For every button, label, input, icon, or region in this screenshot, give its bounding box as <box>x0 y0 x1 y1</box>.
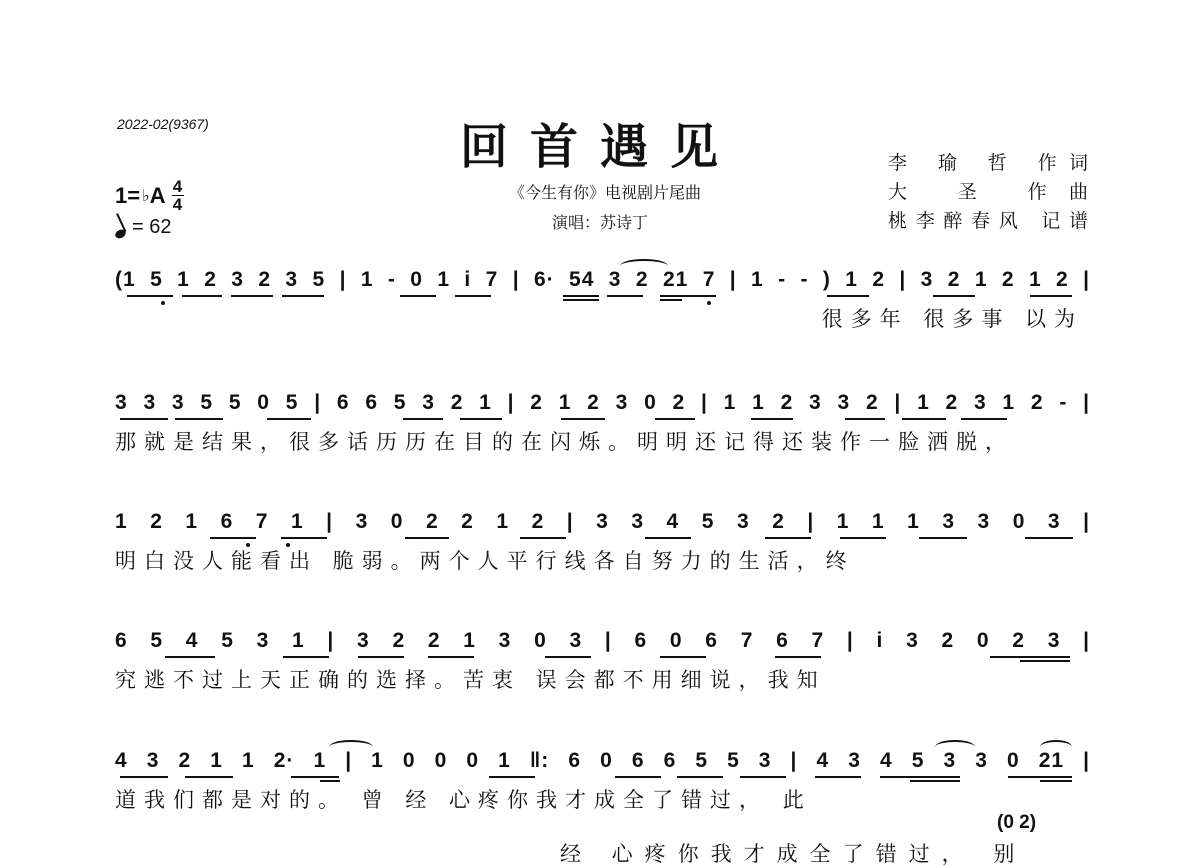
flat-sign: ♭ <box>142 187 150 205</box>
underline <box>655 418 695 420</box>
underline <box>740 776 786 778</box>
notes-line: 1 2 1 6 7 1 | 3 0 2 2 1 2 | 3 3 4 5 3 2 | 1 1 1 3 3 0 3 | <box>115 510 1090 533</box>
underline <box>902 418 946 420</box>
key-signature <box>115 178 184 213</box>
underline <box>933 295 975 297</box>
underline <box>120 418 168 420</box>
underline <box>182 295 222 297</box>
time-signature <box>172 178 184 213</box>
underline <box>185 776 233 778</box>
underline <box>563 299 599 301</box>
underline <box>267 418 311 420</box>
tempo-marking <box>115 216 171 239</box>
lyricist-credit: 李 瑜 哲 作词 <box>888 152 1088 174</box>
document-id: 2022-02(9367) <box>117 116 209 132</box>
underline <box>660 656 706 658</box>
underline <box>120 776 168 778</box>
lyrics-line: 很多年 很多事 以为 <box>821 307 1083 331</box>
underline <box>165 656 215 658</box>
underline <box>400 295 436 297</box>
underline <box>765 537 811 539</box>
underline <box>545 656 591 658</box>
tie-arc <box>935 740 975 754</box>
underline <box>489 776 535 778</box>
underline <box>645 537 691 539</box>
underline <box>1030 295 1072 297</box>
underline <box>660 299 682 301</box>
underline <box>961 418 1007 420</box>
tie-arc <box>329 740 373 754</box>
underline <box>919 537 967 539</box>
underline <box>677 776 723 778</box>
underline <box>607 295 643 297</box>
underline <box>520 537 566 539</box>
alternate-notes: (0 2) <box>997 812 1037 833</box>
underline <box>428 656 474 658</box>
underline <box>840 537 886 539</box>
underline <box>460 418 502 420</box>
underline <box>910 780 960 782</box>
tie-arc <box>620 259 668 273</box>
song-title: 回首遇见 <box>459 119 740 175</box>
singer-credit: 演唱：苏诗丁 <box>551 213 648 232</box>
underline <box>561 418 605 420</box>
notes-line: 3 3 3 5 5 0 5 | 6 6 5 3 2 1 | 2 1 2 3 0 2 | 1 1 2 3 3 2 | 1 2 3 1 2 - | <box>115 391 1090 414</box>
underline <box>283 656 329 658</box>
underline <box>231 295 273 297</box>
underline <box>175 418 223 420</box>
underline <box>880 776 960 778</box>
lyrics-line: 明白没人能看出 脆弱。两个人平行线各自努力的生活，终 <box>115 549 855 573</box>
underline <box>210 537 256 539</box>
notes-line: 6 5 4 5 3 1 | 3 2 2 1 3 0 3 | 6 0 6 7 6 7 | i 3 2 0 2 3 | <box>115 629 1090 652</box>
underline <box>845 418 885 420</box>
underline <box>320 780 340 782</box>
tempo-value: = 62 <box>132 216 172 238</box>
notes-line: 4 3 2 1 1 2· 1 | 1 0 0 0 1 ‖: 6 0 6 6 5 5 3 | 4 3 4 5 3 3 0 21 | <box>115 749 1090 772</box>
key-letter: A <box>149 182 166 208</box>
transcriber-credit: 桃李醉春风 记谱 <box>888 210 1088 232</box>
underline <box>775 656 821 658</box>
underline <box>1008 776 1072 778</box>
underline <box>291 776 339 778</box>
underline <box>1025 537 1073 539</box>
notes-line: (1 5 1 2 3 2 3 5 | 1 - 0 1 i 7 | 6· 54 3 2 21 7 | 1 - - ) 1 2 | 3 2 1 2 1 2 | <box>115 268 1090 291</box>
song-subtitle: 《今生有你》电视剧片尾曲 <box>508 183 701 202</box>
underline <box>751 418 793 420</box>
underline <box>815 776 861 778</box>
underline <box>455 295 491 297</box>
underline <box>405 537 449 539</box>
underline <box>1020 660 1070 662</box>
underline <box>127 295 173 297</box>
underline <box>615 776 661 778</box>
composer-credit: 大 圣 作曲 <box>888 181 1088 203</box>
tie-arc <box>1040 740 1072 754</box>
quarter-note-icon <box>114 228 127 240</box>
underline <box>827 295 869 297</box>
key-prefix: 1= <box>115 182 141 208</box>
underline <box>282 295 324 297</box>
lyrics-line: 道我们都是对的。 曾 经 心疼你我才成全了错过， 此 <box>115 788 812 812</box>
underline <box>1040 780 1072 782</box>
second-verse-lyrics: 经 心疼你我才成全了错过， 别 <box>560 842 1027 866</box>
lyrics-line: 那就是结果，很多话历历在目的在闪烁。明明还记得还装作一脸洒脱， <box>115 430 1014 454</box>
underline <box>660 295 716 297</box>
lyrics-line: 究逃不过上天正确的选择。苦衷 误会都不用细说，我知 <box>115 668 826 692</box>
underline <box>281 537 327 539</box>
underline <box>358 656 404 658</box>
underline <box>990 656 1070 658</box>
time-signature-top: 4 <box>172 177 183 196</box>
underline <box>403 418 443 420</box>
underline <box>563 295 599 297</box>
time-signature-bottom: 4 <box>172 195 183 214</box>
